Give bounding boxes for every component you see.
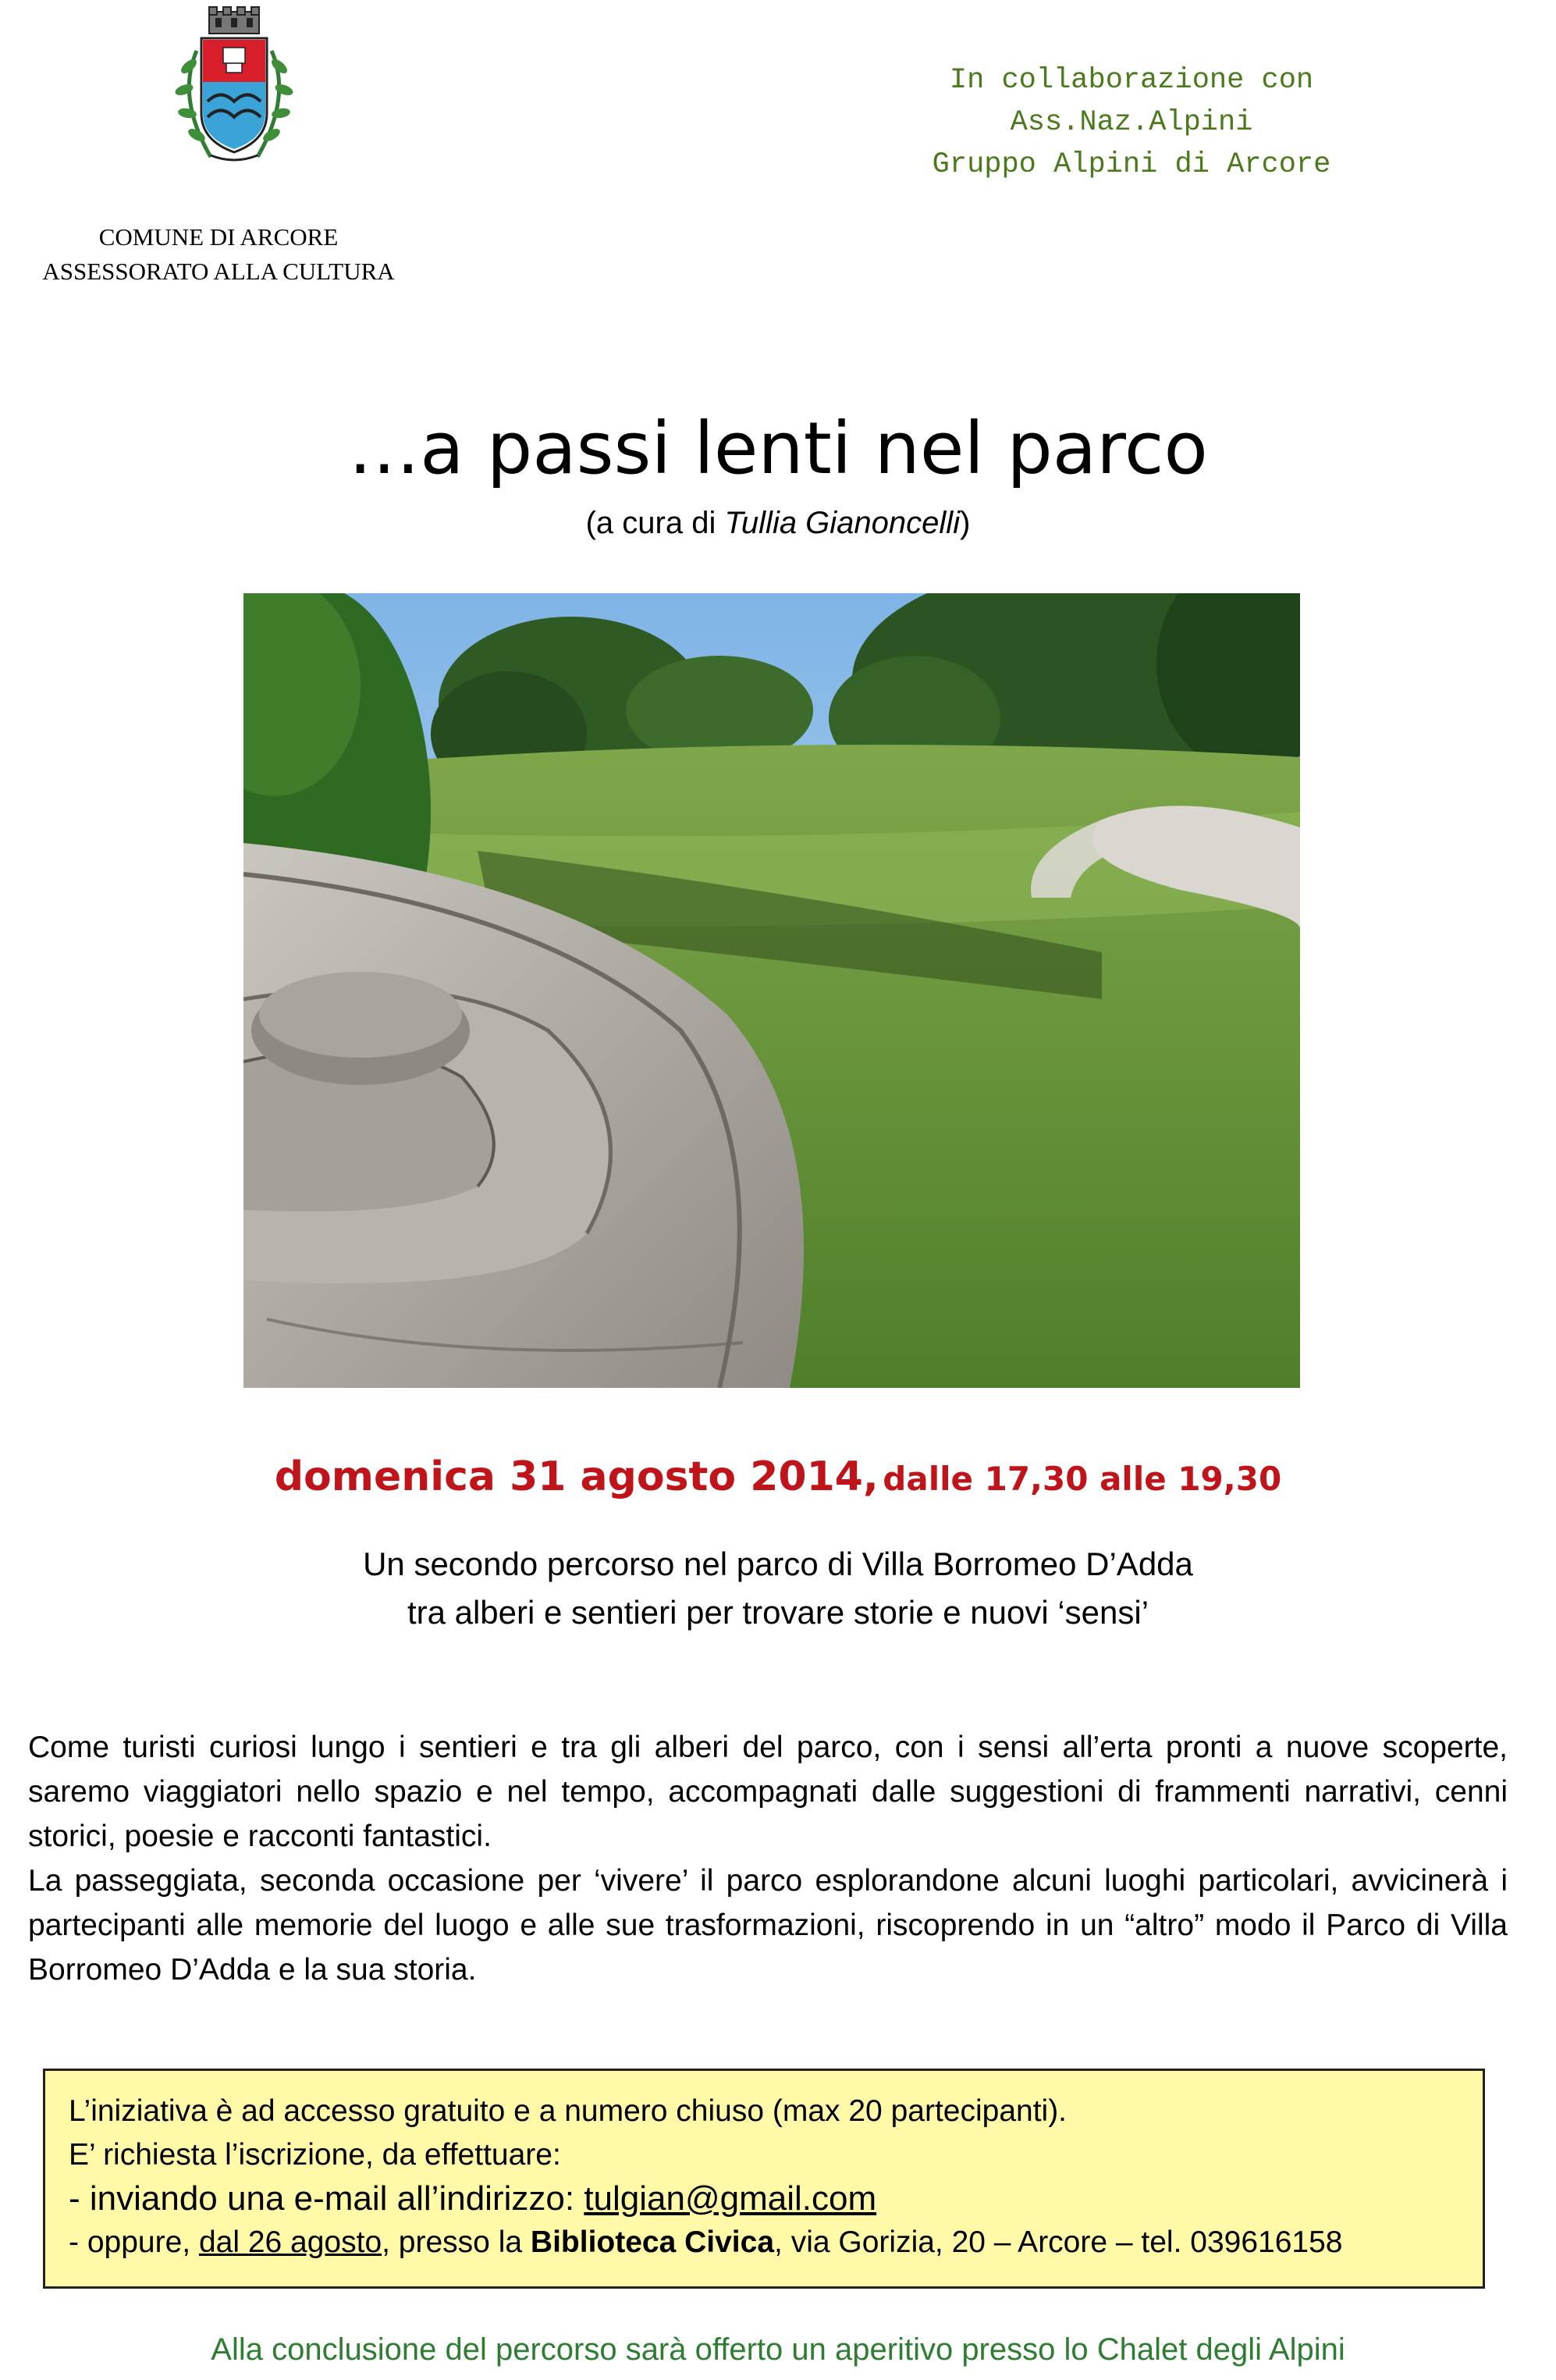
collaboration-intro: In collaborazione con: [949, 64, 1314, 97]
email-link[interactable]: tulgian@gmail.com: [584, 2179, 877, 2218]
event-description: [28, 1725, 1508, 1992]
registration-start-date: dal 26 agosto: [198, 2225, 382, 2259]
registration-email-line: [69, 2177, 1483, 2221]
footer-note: Alla conclusione del percorso sarà offerto un aperitivo presso lo Chalet degli Alpini: [211, 2332, 1345, 2367]
registration-info-box: [43, 2069, 1485, 2289]
description-paragraph-1: Come turisti curiosi lungo i sentieri e tra gli alberi del parco, con i sensi all’erta pronti a nuove scoperte, saremo viaggiatori nello spazio e nel tempo, accompagnati dalle suggestioni di frammenti narrativi, cenni storici, poesie e racconti fantastici.: [28, 1731, 1508, 1853]
event-datetime: [0, 1446, 1556, 1517]
description-paragraph-2: La passeggiata, seconda occasione per ‘vivere’ il parco esplorandone alcuni luoghi particolari, avvicinerà i partecipanti alle memorie del luogo e alle sue trasformazioni, riscoprendo in un “altro” modo il Parco di Villa Borromeo D’Adda e la sua storia.: [28, 1864, 1508, 1987]
event-title: …a passi lenti nel parco: [348, 407, 1208, 490]
curator-suffix: ): [960, 506, 971, 540]
library-line-c: , via Gorizia, 20 – Arcore – tel. 039616158: [774, 2225, 1343, 2259]
registration-required-line: E’ richiesta l’iscrizione, da effettuare:: [69, 2138, 561, 2172]
curator-prefix: (a cura di: [585, 506, 725, 540]
library-line-a: - oppure,: [69, 2225, 199, 2259]
event-curator: [0, 501, 1556, 545]
event-tagline-line2: tra alberi e sentieri per trovare storie e nuovi ‘sensi’: [407, 1594, 1149, 1631]
event-date: domenica 31 agosto 2014,: [274, 1453, 879, 1500]
library-line-b: , presso la: [382, 2225, 531, 2259]
email-line-prefix: - inviando una e-mail all’indirizzo:: [69, 2179, 584, 2218]
comune-coat-of-arms-icon: [156, 4, 312, 168]
registration-library-line: [69, 2221, 1483, 2264]
event-tagline-line1: Un secondo percorso nel parco di Villa Borromeo D’Adda: [363, 1546, 1193, 1582]
collaboration-partner: Ass.Naz.Alpini: [1010, 106, 1253, 139]
park-photo: [243, 593, 1300, 1388]
library-name: Biblioteca Civica: [530, 2225, 775, 2259]
collaboration-group: Gruppo Alpini di Arcore: [932, 148, 1331, 181]
curator-name: Tullia Gianoncelli: [724, 506, 961, 540]
org-department-line: ASSESSORATO ALLA CULTURA: [42, 258, 395, 285]
registration-access-line: L’iniziativa è ad accesso gratuito e a numero chiuso (max 20 partecipanti).: [69, 2094, 1068, 2128]
org-name-line: COMUNE DI ARCORE: [98, 223, 339, 251]
event-time: dalle 17,30 alle 19,30: [883, 1460, 1282, 1498]
